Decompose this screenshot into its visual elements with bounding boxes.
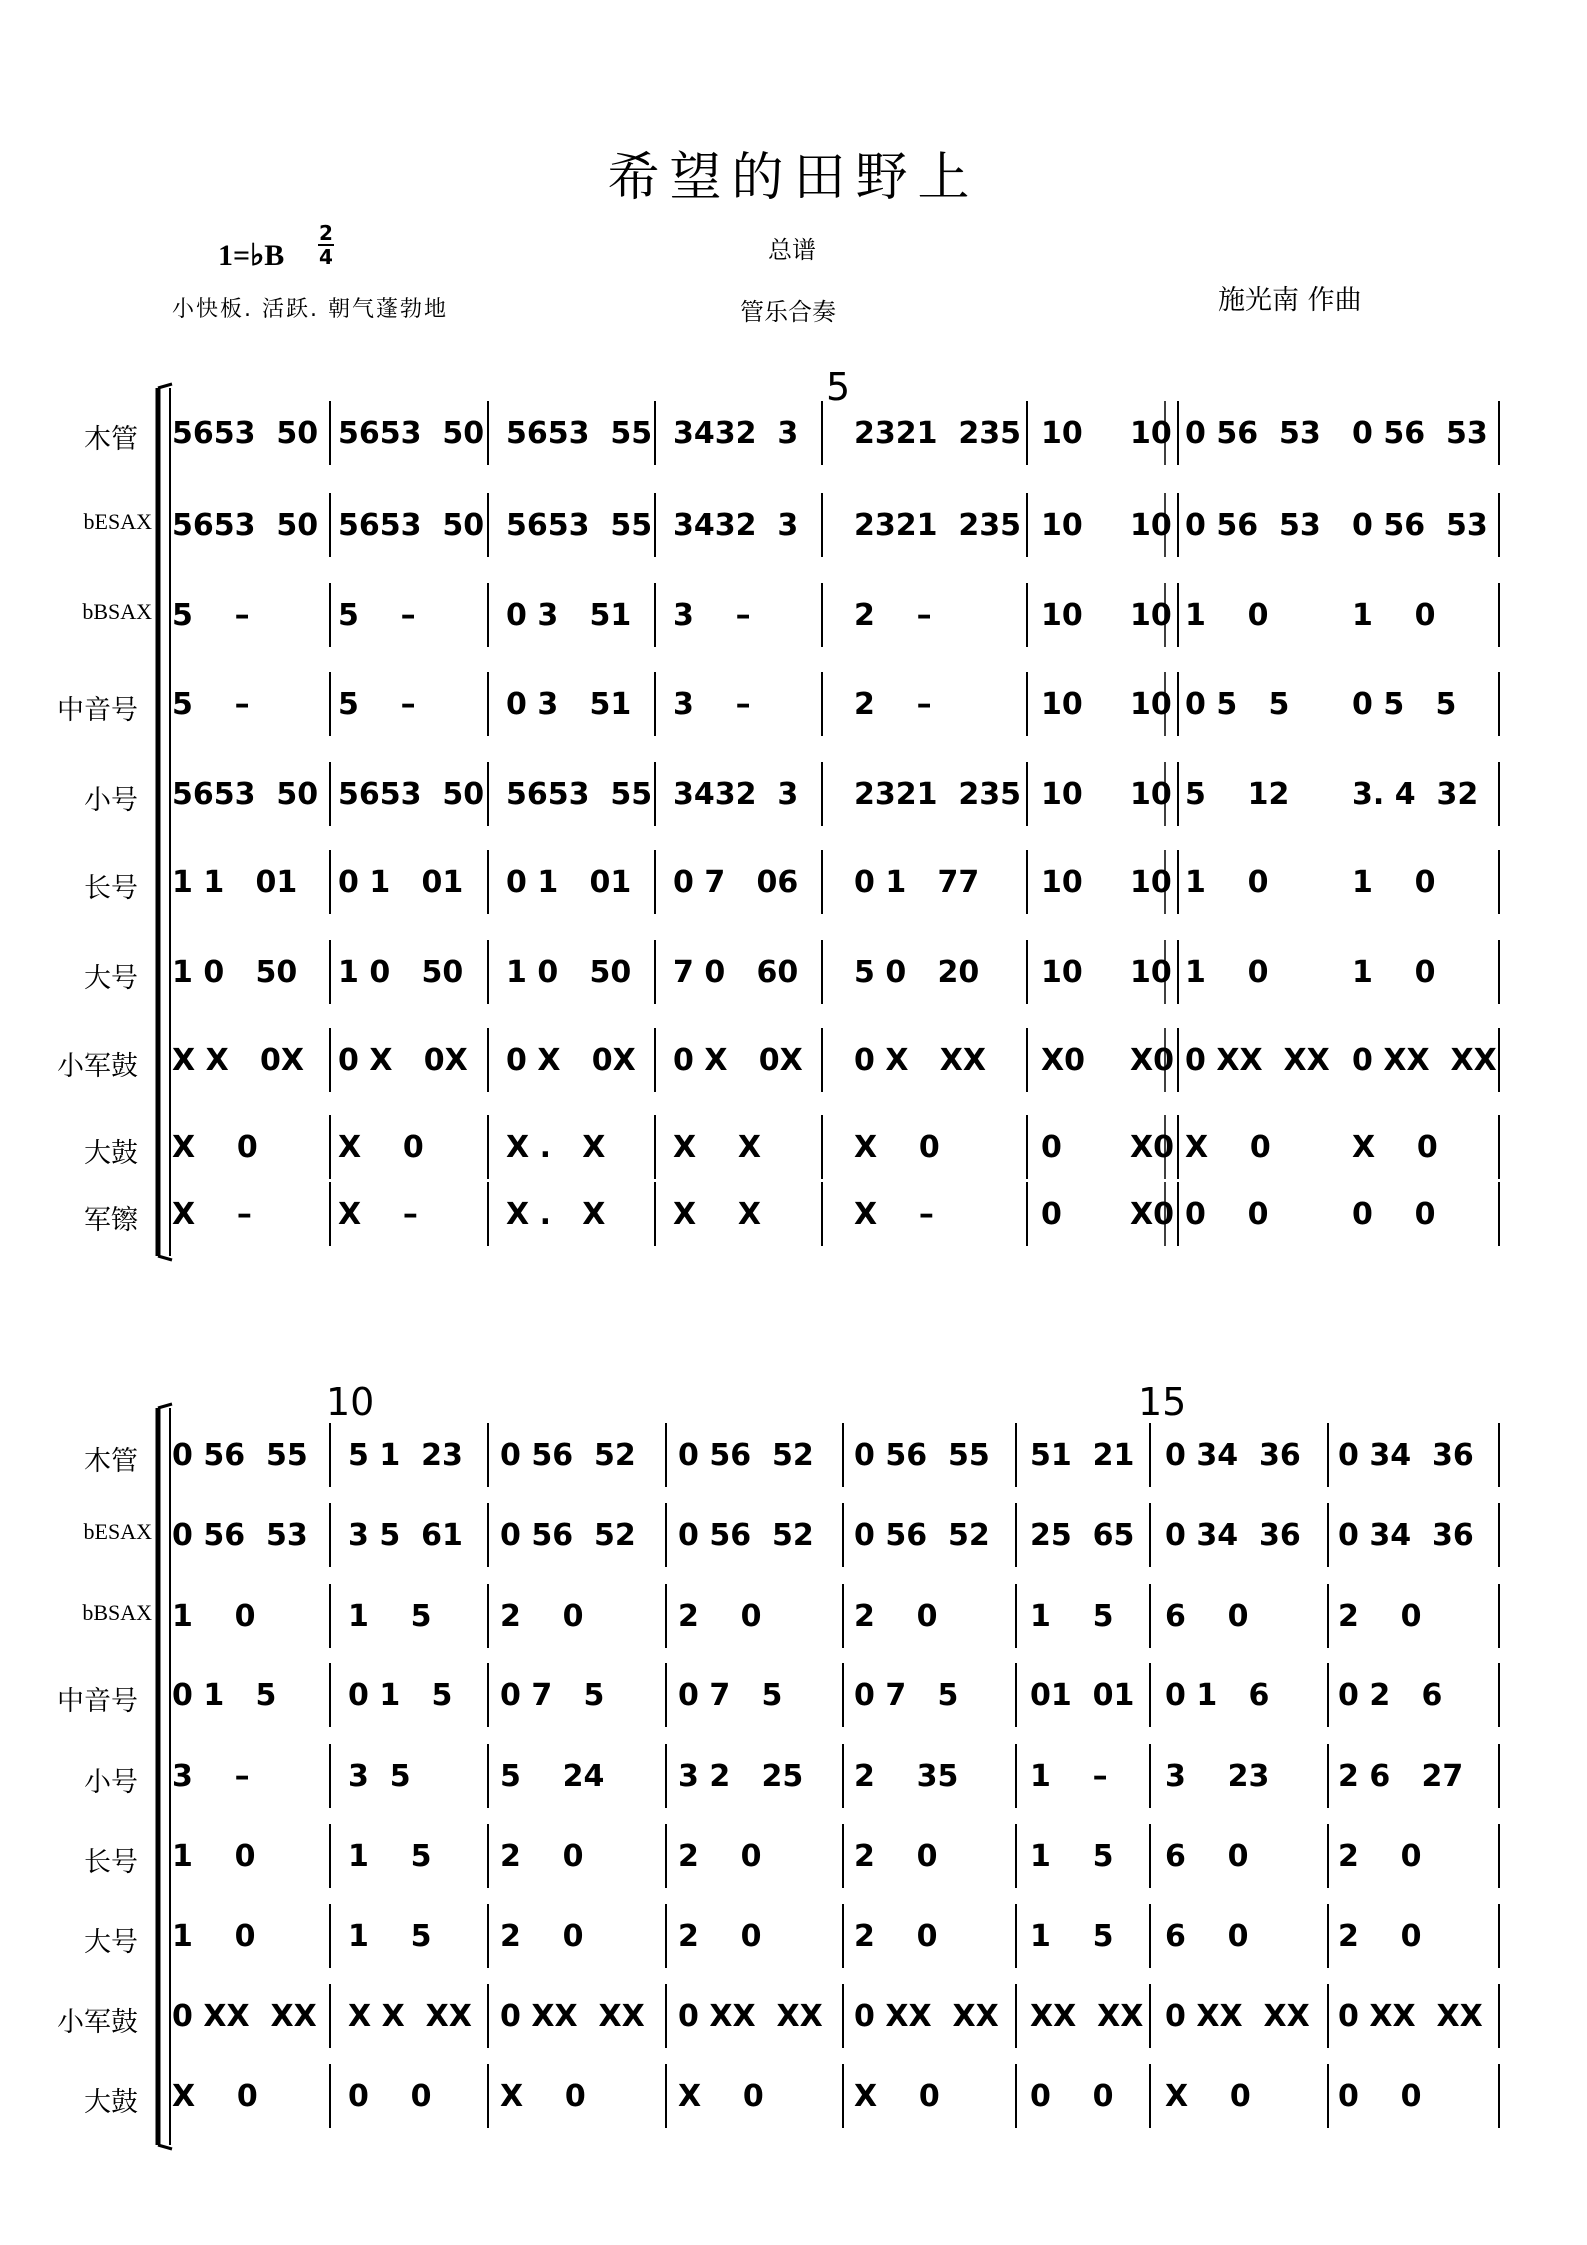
notation-cell: 2 0 bbox=[678, 1839, 762, 1874]
notation-cell: 0 5 5 bbox=[1185, 687, 1290, 722]
notation-cell: X 0 bbox=[1352, 1130, 1438, 1165]
instrument-label: 军镲 bbox=[84, 1205, 138, 1236]
notation-cell: 0 56 52 bbox=[854, 1518, 990, 1553]
instrument-label: 大号 bbox=[84, 1927, 138, 1958]
notation-cell: 3. 4 32 bbox=[1352, 777, 1479, 812]
notation-cell: 5 1 23 bbox=[348, 1438, 463, 1473]
notation-cell: 0 1 5 bbox=[172, 1678, 277, 1713]
notation-cell: 0 1 01 bbox=[506, 865, 632, 900]
instrument-label: 中音号 bbox=[57, 695, 138, 726]
notation-cell: 0 0 bbox=[1185, 1197, 1269, 1232]
instrument-label: bESAX bbox=[83, 509, 152, 534]
notation-cell: 3 – bbox=[673, 687, 751, 722]
notation-cell: 3 – bbox=[172, 1759, 250, 1794]
notation-cell: X . X bbox=[506, 1130, 606, 1165]
notation-cell: 10 bbox=[1041, 687, 1083, 722]
instrument-label: 小军鼓 bbox=[57, 2007, 138, 2038]
notation-cell: 0 56 52 bbox=[500, 1438, 636, 1473]
notation-cell: 0 XX XX bbox=[678, 1999, 823, 2034]
notation-cell: 1 5 bbox=[1030, 1599, 1114, 1634]
notation-cell: 0 0 bbox=[1030, 2079, 1114, 2114]
notation-cell: 10 bbox=[1041, 598, 1083, 633]
notation-cell: 2 0 bbox=[854, 1599, 938, 1634]
instrument-label: 中音号 bbox=[57, 1686, 138, 1717]
notation-cell: 5653 50 bbox=[338, 416, 485, 451]
notation-cell: 3 – bbox=[673, 598, 751, 633]
notation-cell: 5 – bbox=[338, 687, 416, 722]
notation-cell: 2 0 bbox=[678, 1599, 762, 1634]
notation-cell: 2 0 bbox=[500, 1919, 584, 1954]
notation-cell: 3432 3 bbox=[673, 508, 799, 543]
notation-cell: 0 34 36 bbox=[1165, 1518, 1301, 1553]
notation-cell: 5653 50 bbox=[172, 508, 319, 543]
notation-cell: 2 0 bbox=[854, 1919, 938, 1954]
notation-cell: 2321 235 bbox=[854, 777, 1022, 812]
notation-cell: 5 – bbox=[172, 598, 250, 633]
instrument-label: 长号 bbox=[84, 873, 138, 904]
notation-cell: 0 X 0X bbox=[338, 1043, 468, 1078]
notation-cell: 10 bbox=[1041, 955, 1083, 990]
notation-cell: X0 bbox=[1130, 1043, 1175, 1078]
notation-cell: 2 35 bbox=[854, 1759, 959, 1794]
notation-cell: 3432 3 bbox=[673, 416, 799, 451]
notation-cell: 0 56 53 bbox=[1352, 416, 1488, 451]
notation-cell: 0 1 77 bbox=[854, 865, 980, 900]
notation-cell: 5653 50 bbox=[338, 508, 485, 543]
notation-cell: 5653 50 bbox=[172, 416, 319, 451]
barline bbox=[158, 384, 172, 388]
notation-cell: 2 0 bbox=[500, 1839, 584, 1874]
notation-cell: 1 – bbox=[1030, 1759, 1108, 1794]
notation-cell: 0 7 5 bbox=[678, 1678, 783, 1713]
ensemble-label: 管乐合奏 bbox=[740, 298, 836, 326]
notation-cell: 3 5 bbox=[348, 1759, 411, 1794]
notation-cell: 1 5 bbox=[348, 1599, 432, 1634]
notation-cell: 1 0 bbox=[1185, 598, 1269, 633]
notation-cell: 10 bbox=[1041, 508, 1083, 543]
notation-cell: 0 1 6 bbox=[1165, 1678, 1270, 1713]
notation-cell: X X 0X bbox=[172, 1043, 305, 1078]
notation-cell: 51 21 bbox=[1030, 1438, 1135, 1473]
notation-cell: 0 2 6 bbox=[1338, 1678, 1443, 1713]
notation-cell: 5653 50 bbox=[172, 777, 319, 812]
instrument-label: 大鼓 bbox=[84, 1138, 138, 1169]
notation-cell: 0 56 53 bbox=[1352, 508, 1488, 543]
notation-cell: 1 5 bbox=[348, 1919, 432, 1954]
notation-cell: 1 0 bbox=[1352, 865, 1436, 900]
notation-cell: 0 7 06 bbox=[673, 865, 799, 900]
notation-cell: X0 bbox=[1130, 1197, 1175, 1232]
notation-cell: 0 7 5 bbox=[500, 1678, 605, 1713]
notation-cell: 0 bbox=[1041, 1197, 1062, 1232]
notation-cell: 0 X 0X bbox=[506, 1043, 636, 1078]
notation-cell: X 0 bbox=[854, 2079, 940, 2114]
notation-cell: 1 0 bbox=[172, 1599, 256, 1634]
notation-cell: 01 01 bbox=[1030, 1678, 1135, 1713]
notation-cell: 2 0 bbox=[1338, 1599, 1422, 1634]
notation-cell: 0 XX XX bbox=[1352, 1043, 1497, 1078]
notation-cell: 7 0 60 bbox=[673, 955, 799, 990]
notation-cell: 1 0 50 bbox=[338, 955, 464, 990]
notation-cell: 6 0 bbox=[1165, 1839, 1249, 1874]
notation-cell: 2 0 bbox=[500, 1599, 584, 1634]
notation-cell: 3 5 61 bbox=[348, 1518, 463, 1553]
notation-cell: 5 0 20 bbox=[854, 955, 980, 990]
notation-cell: 0 56 55 bbox=[172, 1438, 308, 1473]
notation-cell: 10 bbox=[1130, 687, 1172, 722]
notation-cell: X0 bbox=[1041, 1043, 1086, 1078]
notation-cell: X 0 bbox=[500, 2079, 586, 2114]
notation-cell: 0 1 01 bbox=[338, 865, 464, 900]
notation-cell: 1 0 bbox=[1185, 865, 1269, 900]
notation-cell: 5 – bbox=[338, 598, 416, 633]
notation-cell: 10 bbox=[1130, 955, 1172, 990]
notation-cell: X 0 bbox=[678, 2079, 764, 2114]
score-subtitle: 总谱 bbox=[768, 236, 816, 264]
instrument-label: 小号 bbox=[84, 1767, 138, 1798]
notation-cell: 0 0 bbox=[1352, 1197, 1436, 1232]
notation-cell: 1 0 bbox=[1352, 955, 1436, 990]
notation-cell: 6 0 bbox=[1165, 1599, 1249, 1634]
tempo-marking: 小快板. 活跃. 朝气蓬勃地 bbox=[172, 297, 448, 322]
notation-cell: 6 0 bbox=[1165, 1919, 1249, 1954]
notation-cell: 0 7 5 bbox=[854, 1678, 959, 1713]
notation-cell: 0 56 53 bbox=[172, 1518, 308, 1553]
notation-cell: 1 0 bbox=[1352, 598, 1436, 633]
notation-cell: 1 5 bbox=[1030, 1919, 1114, 1954]
notation-cell: X 0 bbox=[854, 1130, 940, 1165]
time-signature-top: 2 bbox=[319, 221, 333, 245]
notation-cell: 2 – bbox=[854, 598, 932, 633]
notation-cell: 0 3 51 bbox=[506, 687, 632, 722]
notation-cell: 10 bbox=[1130, 416, 1172, 451]
notation-cell: 0 56 52 bbox=[678, 1518, 814, 1553]
instrument-label: 木管 bbox=[84, 1446, 138, 1477]
notation-cell: 0 XX XX bbox=[1338, 1999, 1483, 2034]
notation-cell: X – bbox=[338, 1197, 418, 1232]
notation-cell: 0 X 0X bbox=[673, 1043, 803, 1078]
notation-cell: 1 0 bbox=[172, 1919, 256, 1954]
notation-cell: 1 0 50 bbox=[506, 955, 632, 990]
notation-cell: X0 bbox=[1130, 1130, 1175, 1165]
notation-cell: XX XX bbox=[1030, 1999, 1144, 2034]
instrument-label: 大号 bbox=[84, 963, 138, 994]
notation-cell: 5 – bbox=[172, 687, 250, 722]
notation-cell: X . X bbox=[506, 1197, 606, 1232]
notation-cell: X – bbox=[854, 1197, 934, 1232]
notation-cell: X – bbox=[172, 1197, 252, 1232]
instrument-label: bBSAX bbox=[82, 599, 152, 624]
barline bbox=[158, 1404, 172, 1408]
notation-cell: 0 XX XX bbox=[854, 1999, 999, 2034]
notation-cell: 1 0 bbox=[172, 1839, 256, 1874]
notation-cell: 0 56 53 bbox=[1185, 508, 1321, 543]
notation-cell: 10 bbox=[1041, 777, 1083, 812]
notation-cell: 10 bbox=[1130, 508, 1172, 543]
notation-cell: 0 3 51 bbox=[506, 598, 632, 633]
notation-cell: 0 X XX bbox=[854, 1043, 987, 1078]
notation-cell: 1 5 bbox=[348, 1839, 432, 1874]
notation-cell: 0 56 53 bbox=[1185, 416, 1321, 451]
notation-cell: 3432 3 bbox=[673, 777, 799, 812]
notation-cell: 2321 235 bbox=[854, 416, 1022, 451]
notation-cell: X X XX bbox=[348, 1999, 472, 2034]
barline bbox=[158, 1256, 172, 1260]
notation-cell: 10 bbox=[1130, 598, 1172, 633]
notation-cell: 2 – bbox=[854, 687, 932, 722]
notation-cell: 2 6 27 bbox=[1338, 1759, 1464, 1794]
instrument-label: 小军鼓 bbox=[57, 1051, 138, 1082]
notation-cell: 0 34 36 bbox=[1338, 1438, 1474, 1473]
notation-cell: 5653 55 bbox=[506, 777, 653, 812]
notation-cell: 2321 235 bbox=[854, 508, 1022, 543]
notation-cell: 0 5 5 bbox=[1352, 687, 1457, 722]
notation-cell: 5653 55 bbox=[506, 508, 653, 543]
notation-cell: 10 bbox=[1041, 416, 1083, 451]
notation-cell: X 0 bbox=[1165, 2079, 1251, 2114]
key-signature: 1=♭B bbox=[218, 239, 285, 272]
instrument-label: bBSAX bbox=[82, 1600, 152, 1625]
notation-cell: 10 bbox=[1130, 777, 1172, 812]
notation-cell: 0 0 bbox=[1338, 2079, 1422, 2114]
notation-cell: 1 0 50 bbox=[172, 955, 298, 990]
notation-cell: 10 bbox=[1130, 865, 1172, 900]
notation-cell: X X bbox=[673, 1197, 762, 1232]
notation-cell: 2 0 bbox=[678, 1919, 762, 1954]
instrument-label: bESAX bbox=[83, 1519, 152, 1544]
notation-cell: 0 0 bbox=[348, 2079, 432, 2114]
notation-cell: 0 56 55 bbox=[854, 1438, 990, 1473]
notation-cell: 3 2 25 bbox=[678, 1759, 804, 1794]
measure-number: 15 bbox=[1138, 1380, 1187, 1424]
instrument-label: 大鼓 bbox=[84, 2087, 138, 2118]
notation-cell: 2 0 bbox=[854, 1839, 938, 1874]
notation-cell: 1 1 01 bbox=[172, 865, 298, 900]
notation-cell: X 0 bbox=[338, 1130, 424, 1165]
instrument-label: 木管 bbox=[84, 424, 138, 455]
notation-cell: 3 23 bbox=[1165, 1759, 1270, 1794]
notation-cell: 0 1 5 bbox=[348, 1678, 453, 1713]
notation-cell: 5 24 bbox=[500, 1759, 605, 1794]
instrument-label: 长号 bbox=[84, 1847, 138, 1878]
measure-number: 10 bbox=[326, 1380, 375, 1424]
notation-cell: 1 5 bbox=[1030, 1839, 1114, 1874]
measure-number: 5 bbox=[826, 365, 851, 409]
notation-cell: 0 56 52 bbox=[678, 1438, 814, 1473]
notation-cell: 0 34 36 bbox=[1338, 1518, 1474, 1553]
time-signature-bottom: 4 bbox=[319, 245, 333, 269]
notation-cell: 0 XX XX bbox=[172, 1999, 317, 2034]
notation-cell: 0 XX XX bbox=[500, 1999, 645, 2034]
composer-label: 施光南 作曲 bbox=[1218, 285, 1362, 316]
notation-cell: 2 0 bbox=[1338, 1839, 1422, 1874]
notation-cell: 0 XX XX bbox=[1185, 1043, 1330, 1078]
notation-cell: X 0 bbox=[172, 1130, 258, 1165]
page-title: 希望的田野上 bbox=[607, 148, 980, 208]
notation-cell: 5 12 bbox=[1185, 777, 1290, 812]
notation-cell: 1 0 bbox=[1185, 955, 1269, 990]
notation-cell: X 0 bbox=[172, 2079, 258, 2114]
notation-cell: X 0 bbox=[1185, 1130, 1271, 1165]
notation-cell: 2 0 bbox=[1338, 1919, 1422, 1954]
notation-cell: 5653 50 bbox=[338, 777, 485, 812]
notation-cell: 0 XX XX bbox=[1165, 1999, 1310, 2034]
barline bbox=[158, 2145, 172, 2149]
notation-cell: 0 bbox=[1041, 1130, 1062, 1165]
notation-cell: X X bbox=[673, 1130, 762, 1165]
instrument-label: 小号 bbox=[84, 785, 138, 816]
notation-cell: 25 65 bbox=[1030, 1518, 1135, 1553]
notation-cell: 0 34 36 bbox=[1165, 1438, 1301, 1473]
notation-cell: 5653 55 bbox=[506, 416, 653, 451]
notation-cell: 0 56 52 bbox=[500, 1518, 636, 1553]
notation-cell: 10 bbox=[1041, 865, 1083, 900]
